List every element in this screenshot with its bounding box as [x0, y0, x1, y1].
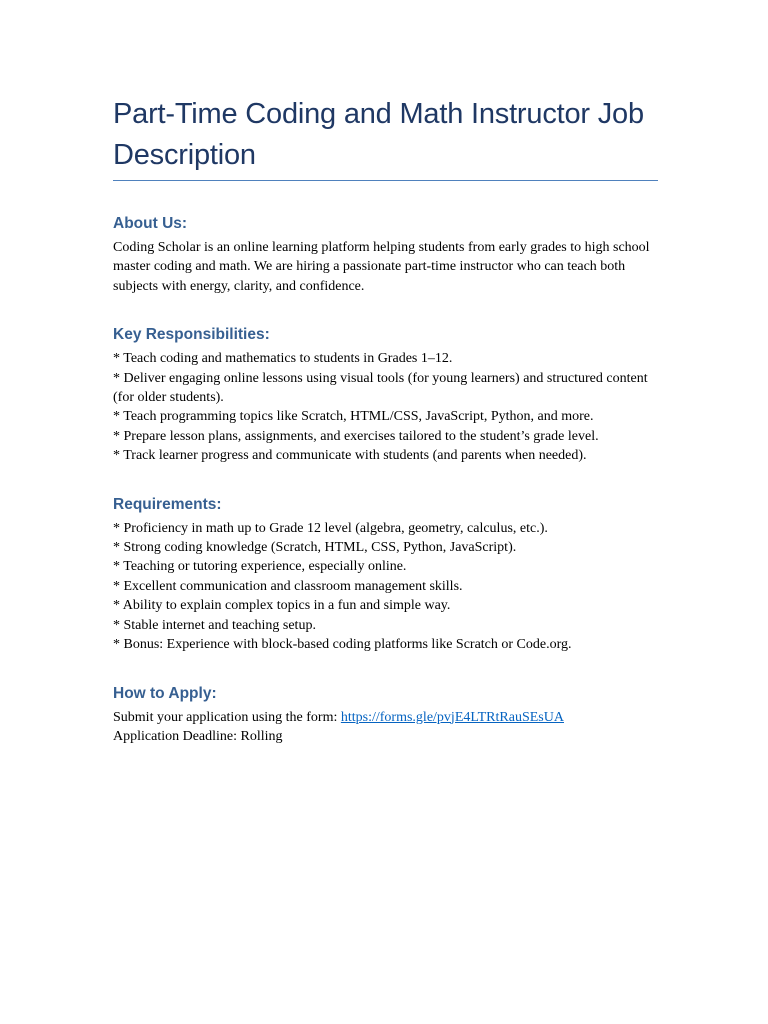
page-title: Part-Time Coding and Math Instructor Job Description	[113, 94, 658, 181]
responsibilities-section	[113, 325, 658, 465]
apply-heading: How to Apply:	[113, 684, 217, 702]
list-item: * Excellent communication and classroom management skills.	[113, 578, 463, 594]
about-paragraph: Coding Scholar is an online learning platform helping students from early grades to high school master coding and math. We are hiring a passionate part-time instructor who can teach both subjects with energy, clarity, and confidence.	[113, 240, 650, 294]
about-section	[113, 214, 658, 296]
responsibilities-list	[113, 349, 658, 465]
list-item: * Deliver engaging online lessons using visual tools (for young learners) and structured content (for older students).	[113, 370, 648, 406]
list-item: * Teach coding and mathematics to students in Grades 1–12.	[113, 351, 453, 367]
application-deadline: Application Deadline: Rolling	[113, 728, 283, 744]
apply-submit-text: Submit your application using the form:	[113, 709, 341, 725]
list-item: * Teach programming topics like Scratch, HTML/CSS, JavaScript, Python, and more.	[113, 409, 594, 425]
list-item: * Proficiency in math up to Grade 12 level (algebra, geometry, calculus, etc.).	[113, 520, 548, 536]
list-item: * Stable internet and teaching setup.	[113, 617, 316, 633]
list-item: * Strong coding knowledge (Scratch, HTML, CSS, Python, JavaScript).	[113, 540, 517, 556]
apply-section	[113, 684, 658, 747]
requirements-section	[113, 495, 658, 655]
about-heading: About Us:	[113, 215, 188, 232]
list-item: * Track learner progress and communicate with students (and parents when needed).	[113, 448, 587, 464]
list-item: * Teaching or tutoring experience, especially online.	[113, 559, 407, 575]
list-item: * Ability to explain complex topics in a fun and simple way.	[113, 598, 451, 614]
requirements-list	[113, 519, 658, 655]
application-form-link[interactable]: https://forms.gle/pvjE4LTRtRauSEsUA	[340, 709, 564, 725]
responsibilities-heading: Key Responsibilities:	[113, 326, 270, 344]
list-item: * Prepare lesson plans, assignments, and exercises tailored to the student’s grade level.	[113, 428, 599, 444]
requirements-heading: Requirements:	[113, 495, 222, 513]
document-body	[113, 94, 658, 746]
list-item: * Bonus: Experience with block-based coding platforms like Scratch or Code.org.	[113, 637, 572, 653]
apply-submit-line	[113, 708, 658, 727]
